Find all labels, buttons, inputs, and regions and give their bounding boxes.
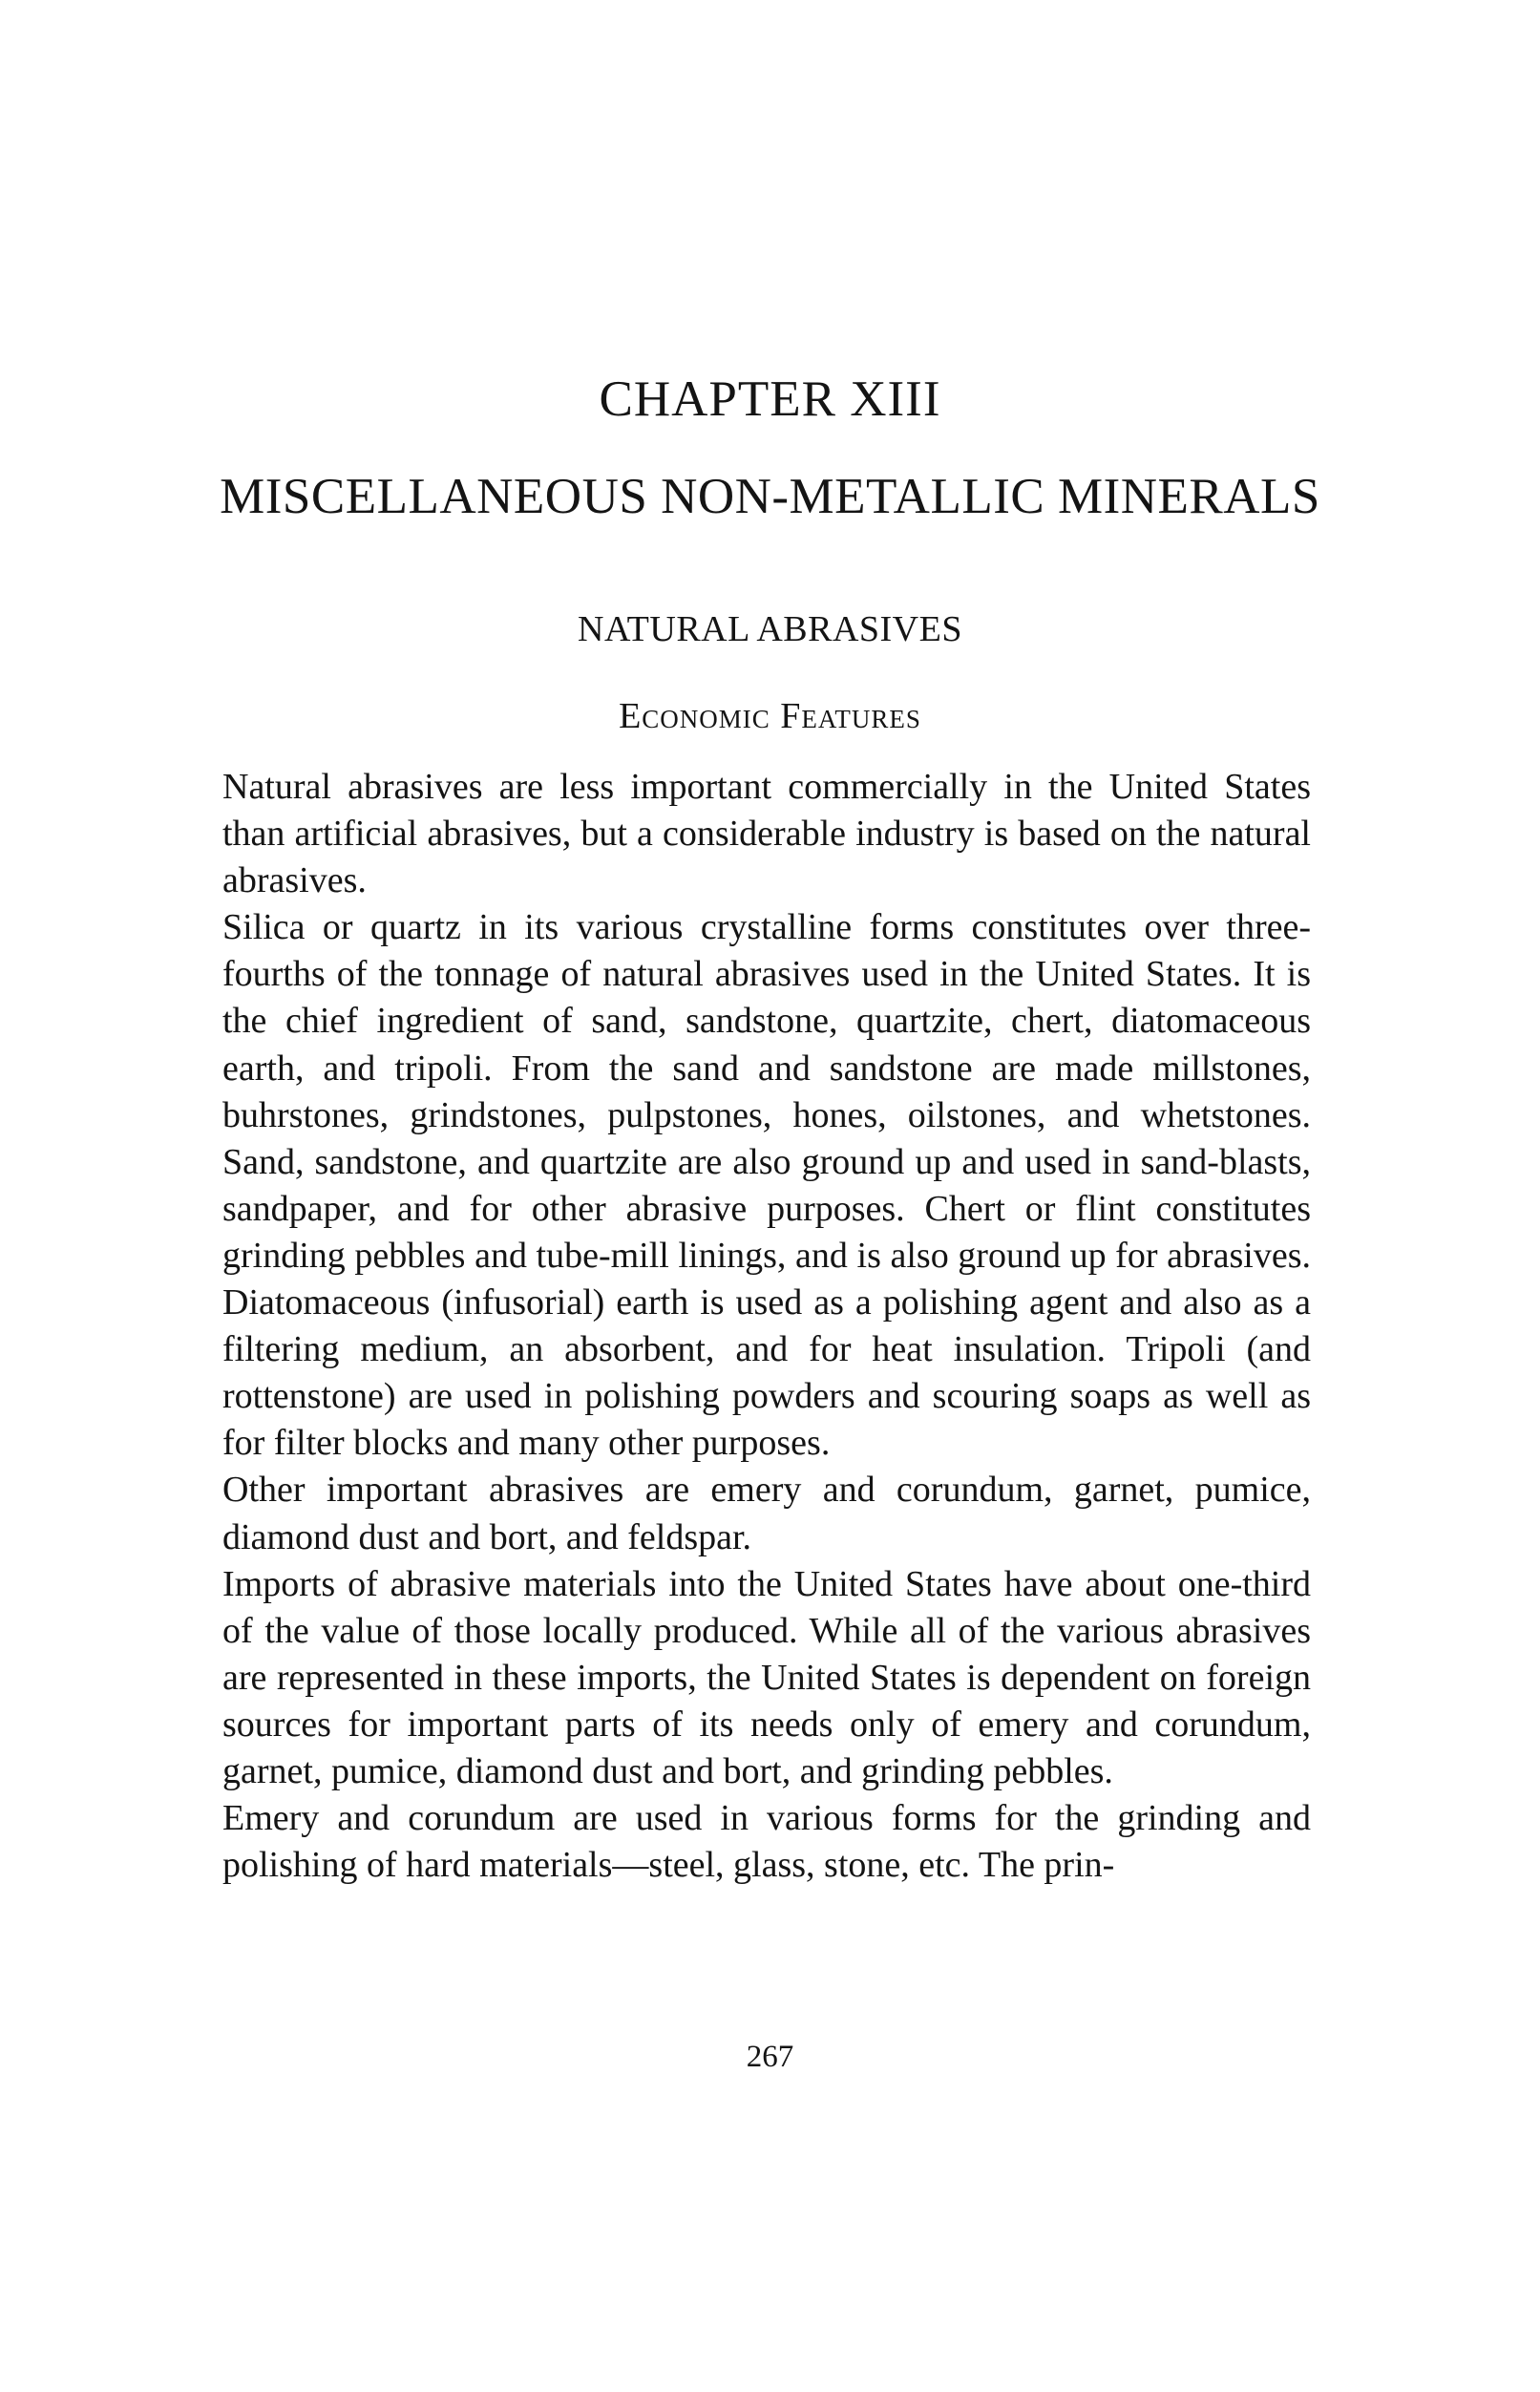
subsection-title: Economic Features xyxy=(619,696,921,736)
paragraph: Other important abrasives are emery and corundum, garnet, pumice, diamond dust and bort, and feldspar. xyxy=(222,1470,1311,1557)
paragraph: Silica or quartz in its various crystalline forms constitutes over three-fourths of the tonnage of natural abrasives used in the United States. It is the chief ingredient of sand, sandstone, quartzite, chert, diatomaceous earth, and tripoli. From the sand and sandstone are made millstones, buhrstones, grindstones, pulpstones, hones, oilstones, and whetstones. Sand, sandstone, and quartzite are also ground up and used in sand-blasts, sandpaper, and for other abrasive purposes. Chert or flint constitutes grinding pebbles and tube-mill linings, and is also ground up for abrasives. Diatomaceous (infusorial) earth is used as a polishing agent and also as a filtering medium, an absorbent, and for heat insulation. Tripoli (and rottenstone) are used in polishing powders and scouring soaps as well as for filter blocks and many other purposes. xyxy=(222,907,1311,1464)
chapter-number: CHAPTER XIII xyxy=(599,371,941,427)
chapter-title: MISCELLANEOUS NON-METALLIC MINERALS xyxy=(220,469,1320,524)
section-title: NATURAL ABRASIVES xyxy=(578,609,962,649)
page-number: 267 xyxy=(746,2040,794,2074)
paragraph: Imports of abrasive materials into the United States have about one-third of the value of those locally produced. While all of the various abrasives are represented in these imports, the United States is dependent on foreign sources for important parts of its needs only of emery and corundum, garnet, pumice, diamond dust and bort, and grinding pebbles. xyxy=(222,1563,1311,1791)
paragraph: Natural abrasives are less important commercially in the United States than artificial abrasives, but a considerable industry is based on the natural abrasives. xyxy=(222,767,1311,901)
paragraph: Emery and corundum are used in various forms for the grinding and polishing of hard materials—steel, glass, stone, etc. The prin- xyxy=(222,1798,1311,1886)
body-text xyxy=(222,764,1311,1889)
